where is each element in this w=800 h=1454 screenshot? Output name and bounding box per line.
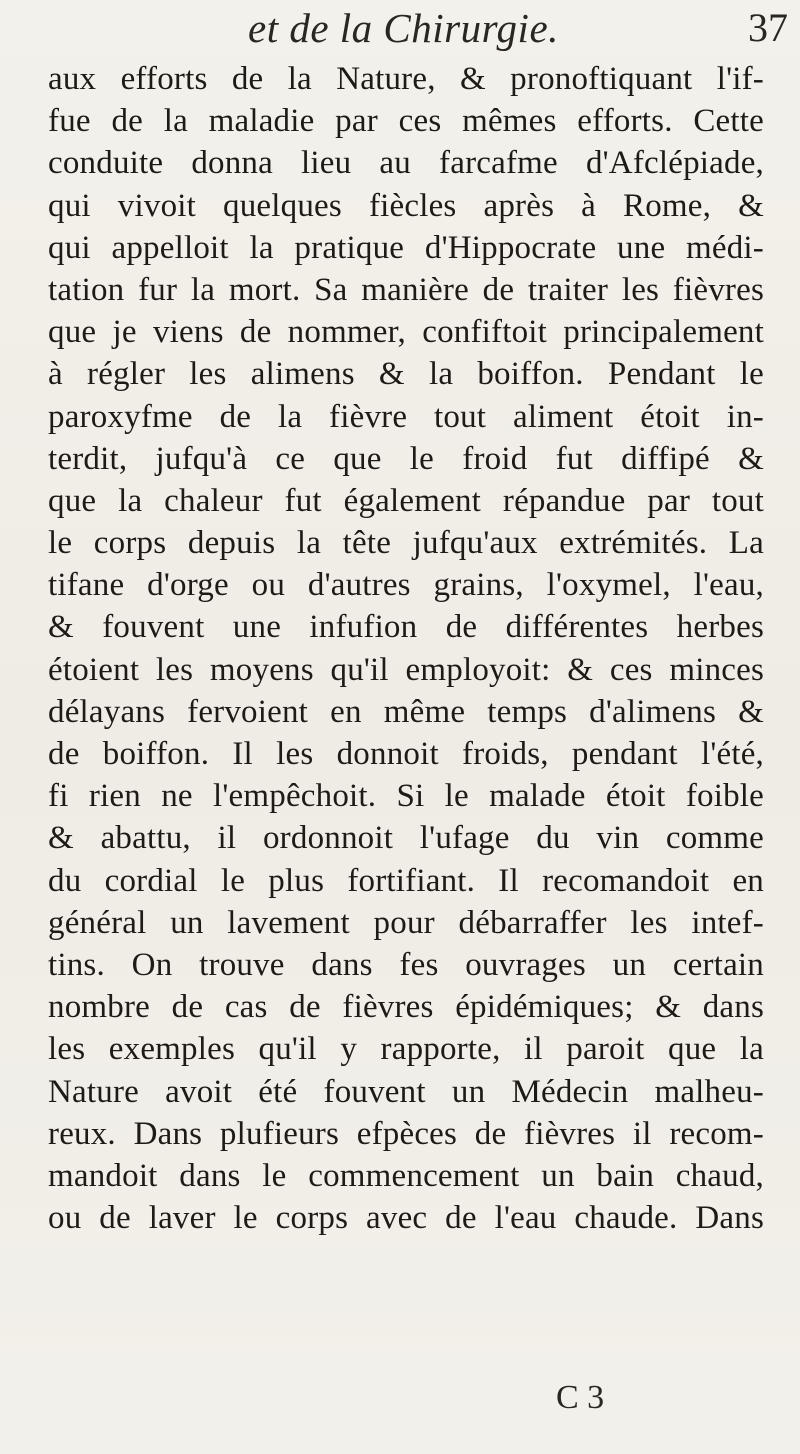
text-line: Nature avoit été fouvent un Médecin malheu- — [48, 1073, 764, 1110]
text-line: fue de la maladie par ces mêmes efforts. Cette — [48, 103, 764, 140]
running-title: et de la Chirurgie. — [248, 5, 559, 51]
body-text — [48, 58, 764, 1239]
text-line: ou de laver le corps avec de l'eau chaude. Dans — [48, 1200, 764, 1237]
text-line: général un lavement pour débarraffer les intef- — [48, 904, 764, 941]
text-line: de boiffon. Il les donnoit froids, pendant l'été, — [48, 736, 764, 772]
text-line: qui vivoit quelques fiècles après à Rome, & — [48, 187, 764, 224]
text-line: étoient les moyens qu'il employoit: & ces minces — [48, 651, 764, 688]
text-line: que la chaleur fut également répandue par tout — [48, 482, 764, 519]
text-line: qui appelloit la pratique d'Hippocrate une médi- — [48, 229, 764, 266]
text-line: conduite donna lieu au farcafme d'Afclépiade, — [48, 145, 764, 182]
text-line: nombre de cas de fièvres épidémiques; & dans — [48, 989, 764, 1026]
text-line: paroxyfme de la fièvre tout aliment étoit in- — [48, 398, 764, 435]
text-line: aux efforts de la Nature, & pronoftiquant l'if- — [48, 61, 764, 97]
text-line: & fouvent une infufion de différentes herbes — [48, 609, 764, 646]
page-number: 37 — [748, 5, 788, 50]
text-line: que je viens de nommer, confiftoit principalement — [48, 314, 764, 351]
running-head — [0, 4, 800, 54]
text-line: tifane d'orge ou d'autres grains, l'oxymel, l'eau, — [48, 567, 764, 604]
text-line: mandoit dans le commencement un bain chaud, — [48, 1157, 764, 1194]
text-line: tation fur la mort. Sa manière de traiter les fièvres — [48, 271, 764, 308]
text-line: délayans fervoient en même temps d'alimens & — [48, 693, 764, 730]
signature-mark: C 3 — [556, 1379, 605, 1416]
text-line: reux. Dans plufieurs efpèces de fièvres il recom- — [48, 1115, 764, 1152]
text-line: le corps depuis la tête jufqu'aux extrémités. La — [48, 525, 764, 562]
text-line: les exemples qu'il y rapporte, il paroit que la — [48, 1031, 764, 1068]
text-line: fi rien ne l'empêchoit. Si le malade étoit foible — [48, 778, 764, 815]
text-line: du cordial le plus fortifiant. Il recomandoit en — [48, 862, 764, 899]
text-line: & abattu, il ordonnoit l'ufage du vin comme — [48, 820, 764, 857]
text-line: tins. On trouve dans fes ouvrages un certain — [48, 946, 764, 983]
text-line: terdit, jufqu'à ce que le froid fut diffipé & — [48, 440, 764, 477]
text-line: à régler les alimens & la boiffon. Pendant le — [48, 356, 764, 393]
